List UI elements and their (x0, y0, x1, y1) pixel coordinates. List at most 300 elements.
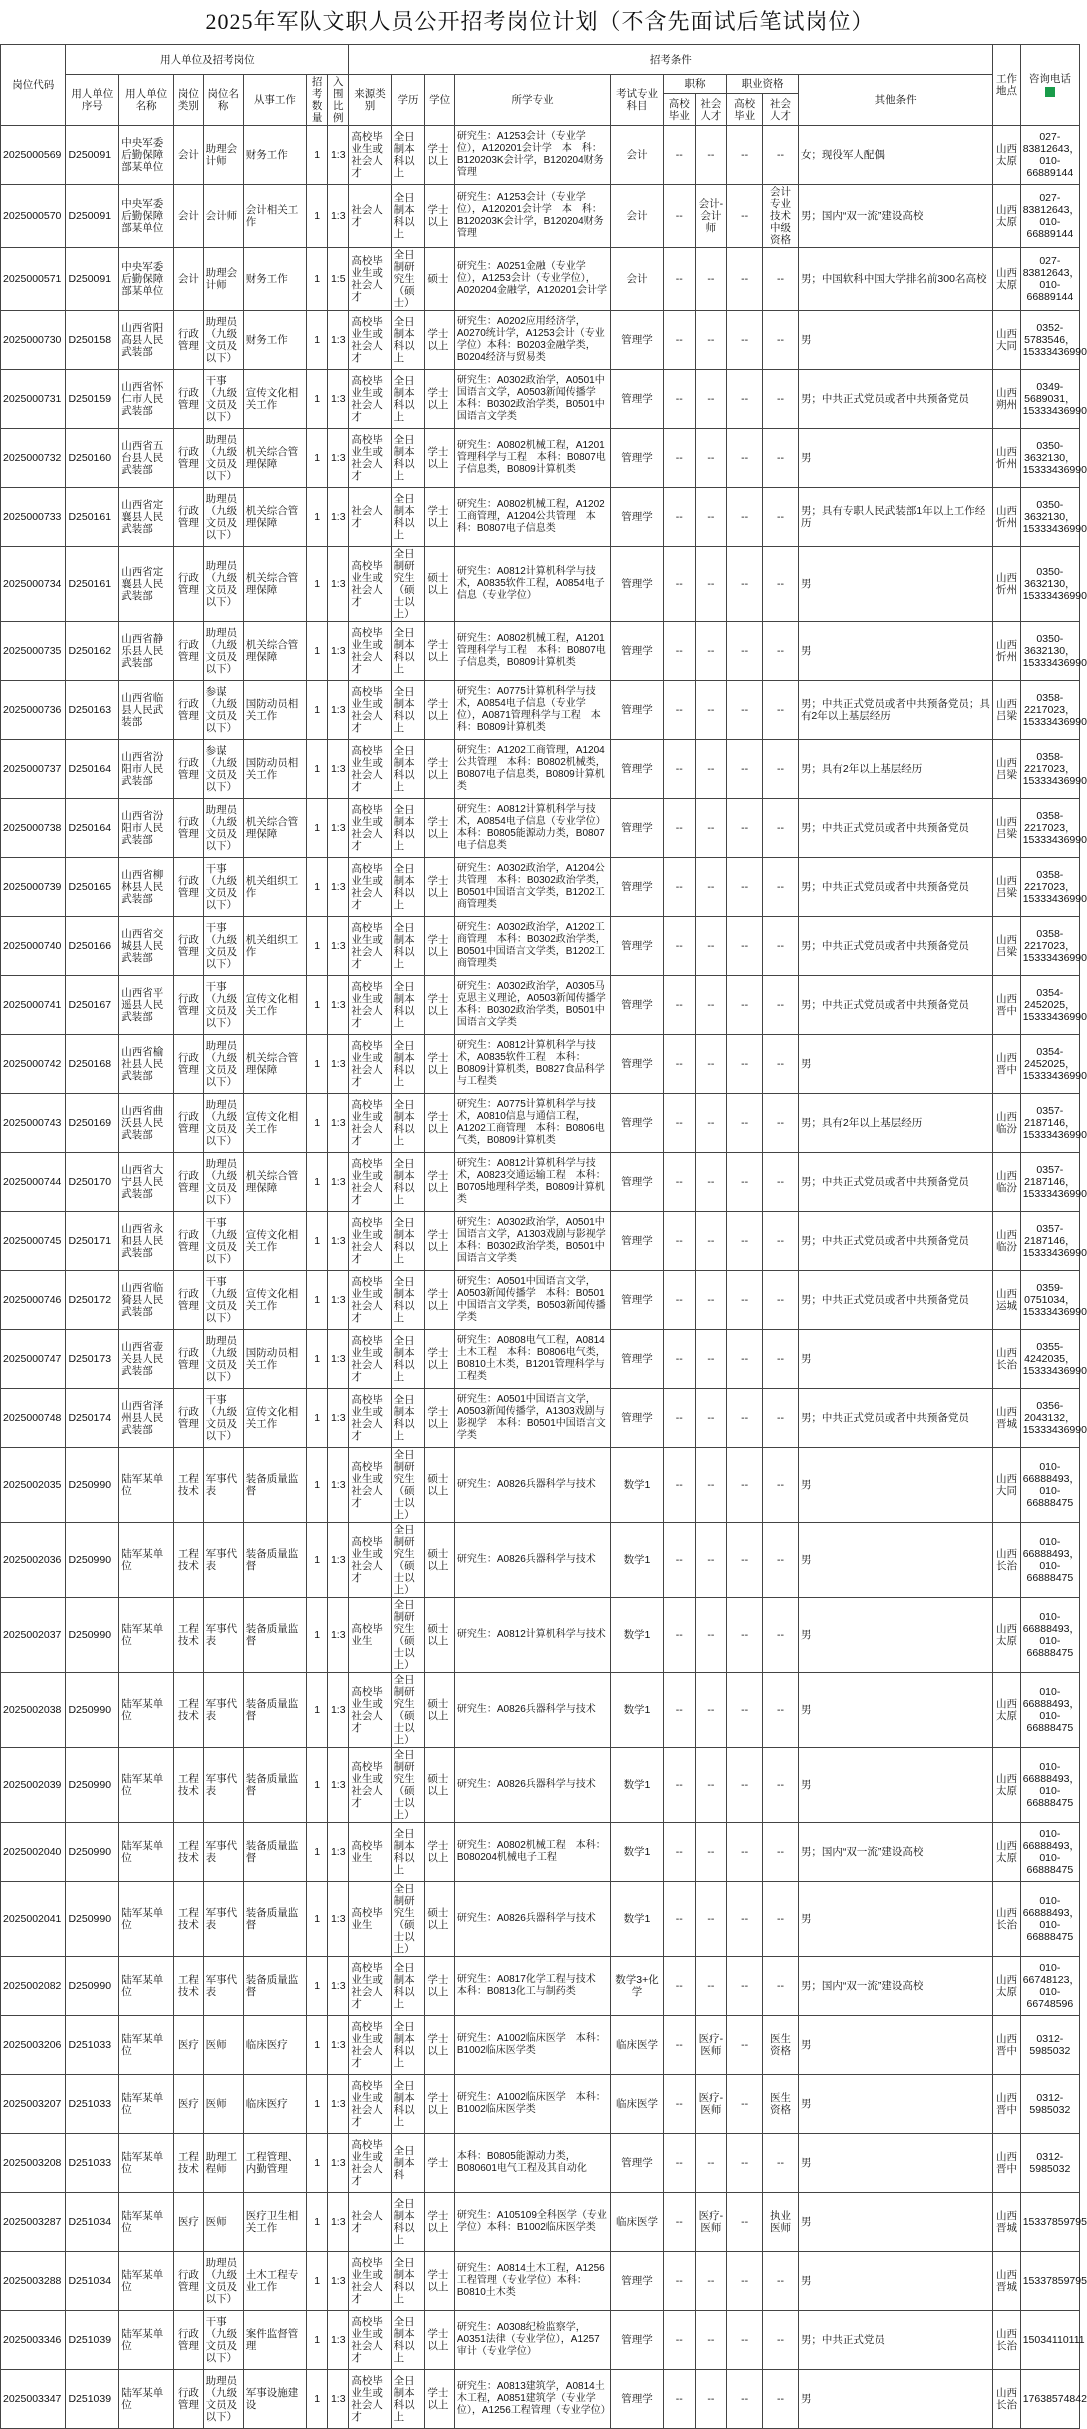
exam-cell: 管理学 (611, 1035, 664, 1094)
source-cell: 高校毕业生或社会人才 (349, 1523, 391, 1598)
unit-seq-cell: D250158 (66, 311, 119, 370)
title-social-cell: 医疗-医师 (695, 2193, 727, 2252)
title-social-cell: -- (695, 1523, 727, 1598)
table-row (1, 1330, 1080, 1389)
exam-cell: 管理学 (611, 1271, 664, 1330)
post-name-cell: 军事代表 (203, 1448, 243, 1523)
header-title-school: 高校毕业 (663, 94, 695, 126)
unit-name-cell: 中央军委后勤保障部某单位 (119, 185, 174, 248)
title-school-cell: -- (663, 1598, 695, 1673)
table-row (1, 126, 1080, 185)
ratio-cell: 1:3 (328, 2134, 349, 2193)
exam-cell: 会计 (611, 126, 664, 185)
count-cell: 1 (307, 1882, 328, 1957)
phone-cell: 0312-5985032 (1020, 2016, 1079, 2075)
title-social-cell: -- (695, 681, 727, 740)
degree-cell: 学士以上 (425, 1035, 455, 1094)
degree-cell: 学士以上 (425, 185, 455, 248)
table-row (1, 1212, 1080, 1271)
exam-cell: 数学1 (611, 1598, 664, 1673)
phone-cell: 0357-2187146，15333436990 (1020, 1153, 1079, 1212)
phone-cell: 0312-5985032 (1020, 2075, 1079, 2134)
post-name-cell: 军事代表 (203, 1882, 243, 1957)
edu-cell: 全日制本科以上 (391, 1271, 425, 1330)
source-cell: 高校毕业生或社会人才 (349, 1212, 391, 1271)
qual-school-cell: -- (727, 1330, 763, 1389)
unit-name-cell: 山西省定襄县人民武装部 (119, 547, 174, 622)
post-name-cell: 助理员（九级文员及以下） (203, 488, 243, 547)
exam-cell: 管理学 (611, 1389, 664, 1448)
ratio-cell: 1:3 (328, 1523, 349, 1598)
post-name-cell: 助理员（九级文员及以下） (203, 311, 243, 370)
post-name-cell: 助理员（九级文员及以下） (203, 1153, 243, 1212)
exam-cell: 管理学 (611, 488, 664, 547)
other-cell: 男；具有2年以上基层经历 (798, 1094, 992, 1153)
qual-school-cell: -- (727, 311, 763, 370)
count-cell: 1 (307, 1389, 328, 1448)
post-type-cell: 工程技术 (174, 1523, 204, 1598)
title-school-cell: -- (663, 370, 695, 429)
unit-seq-cell: D250160 (66, 429, 119, 488)
major-cell: 研究生：A1253会计（专业学位），A120201会计学 本 科：B120203K会计学，B120204财务管理 (454, 126, 610, 185)
ratio-cell: 1:3 (328, 1598, 349, 1673)
edu-cell: 全日制本科以上 (391, 2252, 425, 2311)
degree-cell: 学士以上 (425, 681, 455, 740)
title-school-cell: -- (663, 2311, 695, 2370)
qual-school-cell: -- (727, 2075, 763, 2134)
count-cell: 1 (307, 1823, 328, 1882)
title-social-cell: -- (695, 622, 727, 681)
work-cell: 装备质量监督 (243, 1748, 306, 1823)
source-cell: 高校毕业生或社会人才 (349, 799, 391, 858)
major-cell: 研究生：A1202工商管理，A1204公共管理 本科：B0802机械类，B0807电子信息类，B0809计算机类 (454, 740, 610, 799)
title-school-cell: -- (663, 740, 695, 799)
qual-school-cell: -- (727, 2252, 763, 2311)
work-cell: 国防动员相关工作 (243, 681, 306, 740)
location-cell: 山西长治 (993, 2370, 1020, 2429)
table-row (1, 1523, 1080, 1598)
post-code-cell: 2025002037 (1, 1598, 66, 1673)
header-condition-group: 招考条件 (349, 45, 993, 75)
header-work: 从事工作 (243, 75, 306, 126)
location-cell: 山西太原 (993, 1957, 1020, 2016)
phone-cell: 010-66888493，010-66888475 (1020, 1673, 1079, 1748)
title-school-cell: -- (663, 1448, 695, 1523)
header-location: 工作地点 (993, 45, 1020, 126)
unit-seq-cell: D250990 (66, 1823, 119, 1882)
qual-social-cell: -- (763, 740, 799, 799)
major-cell: 研究生：A0812计算机科学与技术 (454, 1598, 610, 1673)
qual-social-cell: -- (763, 917, 799, 976)
post-code-cell: 2025002038 (1, 1673, 66, 1748)
edu-cell: 全日制本科以上 (391, 1153, 425, 1212)
title-school-cell: -- (663, 248, 695, 311)
qual-school-cell: -- (727, 2193, 763, 2252)
post-name-cell: 干事（九级文员及以下） (203, 1271, 243, 1330)
qual-social-cell: -- (763, 1957, 799, 2016)
location-cell: 山西大同 (993, 311, 1020, 370)
table-row (1, 622, 1080, 681)
title-school-cell: -- (663, 1035, 695, 1094)
phone-cell: 0355-4242035，15333436990 (1020, 1330, 1079, 1389)
table-row (1, 917, 1080, 976)
work-cell: 军事设施建设 (243, 2370, 306, 2429)
post-code-cell: 2025003208 (1, 2134, 66, 2193)
other-cell: 男 (798, 1882, 992, 1957)
ratio-cell: 1:3 (328, 1823, 349, 1882)
qual-social-cell: -- (763, 1598, 799, 1673)
edu-cell: 全日制本科以上 (391, 185, 425, 248)
work-cell: 土木工程专业工作 (243, 2252, 306, 2311)
title-school-cell: -- (663, 799, 695, 858)
unit-seq-cell: D250990 (66, 1598, 119, 1673)
other-cell: 男 (798, 311, 992, 370)
qual-school-cell: -- (727, 429, 763, 488)
post-name-cell: 干事（九级文员及以下） (203, 1389, 243, 1448)
unit-name-cell: 陆军某单位 (119, 1957, 174, 2016)
qual-school-cell: -- (727, 740, 763, 799)
edu-cell: 全日制本科以上 (391, 917, 425, 976)
degree-cell: 学士以上 (425, 2311, 455, 2370)
major-cell: 研究生：A0812计算机科学与技术，A0823交通运输工程 本科：B0705地理科学类，B0809计算机类 (454, 1153, 610, 1212)
table-row (1, 1094, 1080, 1153)
major-cell: 研究生：A0802机械工程 本科：B080204机械电子工程 (454, 1823, 610, 1882)
title-social-cell: -- (695, 1094, 727, 1153)
post-code-cell: 2025003346 (1, 2311, 66, 2370)
count-cell: 1 (307, 429, 328, 488)
work-cell: 机关综合管理保障 (243, 429, 306, 488)
phone-cell: 0312-5985032 (1020, 2134, 1079, 2193)
exam-cell: 管理学 (611, 1212, 664, 1271)
post-code-cell: 2025000571 (1, 248, 66, 311)
other-cell: 男 (798, 1673, 992, 1748)
post-code-cell: 2025002041 (1, 1882, 66, 1957)
degree-cell: 学士以上 (425, 2016, 455, 2075)
unit-name-cell: 陆军某单位 (119, 1823, 174, 1882)
major-cell: 研究生：A0501中国语言文学，A0503新闻传播学 本科：B0501中国语言文学类，B0503新闻传播学类 (454, 1271, 610, 1330)
source-cell: 高校毕业生 (349, 1823, 391, 1882)
count-cell: 1 (307, 1598, 328, 1673)
table-row (1, 1035, 1080, 1094)
unit-name-cell: 陆军某单位 (119, 1882, 174, 1957)
source-cell: 高校毕业生或社会人才 (349, 740, 391, 799)
other-cell: 男；中共正式党员或者中共预备党员 (798, 1389, 992, 1448)
qual-social-cell: -- (763, 1448, 799, 1523)
ratio-cell: 1:3 (328, 1330, 349, 1389)
table-row (1, 2075, 1080, 2134)
unit-seq-cell: D250161 (66, 488, 119, 547)
location-cell: 山西晋城 (993, 1389, 1020, 1448)
title-social-cell: 会计-会计师 (695, 185, 727, 248)
post-code-cell: 2025000737 (1, 740, 66, 799)
edu-cell: 全日制本科以上 (391, 488, 425, 547)
exam-cell: 管理学 (611, 1094, 664, 1153)
phone-cell: 027-83812643，010-66889144 (1020, 126, 1079, 185)
count-cell: 1 (307, 488, 328, 547)
qual-social-cell: -- (763, 126, 799, 185)
exam-cell: 管理学 (611, 681, 664, 740)
post-code-cell: 2025003288 (1, 2252, 66, 2311)
source-cell: 高校毕业生或社会人才 (349, 1673, 391, 1748)
table-row (1, 1823, 1080, 1882)
unit-name-cell: 陆军某单位 (119, 2075, 174, 2134)
post-type-cell: 行政管理 (174, 488, 204, 547)
post-type-cell: 工程技术 (174, 1748, 204, 1823)
unit-name-cell: 山西省怀仁市人民武装部 (119, 370, 174, 429)
header-unit-name: 用人单位名称 (119, 75, 174, 126)
location-cell: 山西晋中 (993, 2075, 1020, 2134)
title-social-cell: -- (695, 488, 727, 547)
source-cell: 高校毕业生或社会人才 (349, 1330, 391, 1389)
post-type-cell: 工程技术 (174, 1598, 204, 1673)
other-cell: 男 (798, 1035, 992, 1094)
other-cell: 男 (798, 622, 992, 681)
exam-cell: 管理学 (611, 311, 664, 370)
edu-cell: 全日制本科以上 (391, 2370, 425, 2429)
exam-cell: 管理学 (611, 622, 664, 681)
unit-name-cell: 陆军某单位 (119, 2193, 174, 2252)
post-type-cell: 行政管理 (174, 1271, 204, 1330)
unit-name-cell: 山西省五台县人民武装部 (119, 429, 174, 488)
unit-seq-cell: D250171 (66, 1212, 119, 1271)
unit-seq-cell: D250990 (66, 1673, 119, 1748)
location-cell: 山西太原 (993, 126, 1020, 185)
degree-cell: 学士以上 (425, 1153, 455, 1212)
unit-seq-cell: D250091 (66, 185, 119, 248)
table-row (1, 1153, 1080, 1212)
ratio-cell: 1:3 (328, 681, 349, 740)
count-cell: 1 (307, 1673, 328, 1748)
post-code-cell: 2025000734 (1, 547, 66, 622)
edu-cell: 全日制本科以上 (391, 311, 425, 370)
title-social-cell: -- (695, 1823, 727, 1882)
exam-cell: 管理学 (611, 917, 664, 976)
post-name-cell: 干事（九级文员及以下） (203, 917, 243, 976)
unit-name-cell: 陆军某单位 (119, 1748, 174, 1823)
post-code-cell: 2025000739 (1, 858, 66, 917)
title-social-cell: -- (695, 1882, 727, 1957)
title-school-cell: -- (663, 1271, 695, 1330)
title-social-cell: -- (695, 370, 727, 429)
post-code-cell: 2025000743 (1, 1094, 66, 1153)
major-cell: 研究生：A0817化学工程与技术 本科：B0813化工与制药类 (454, 1957, 610, 2016)
unit-name-cell: 中央军委后勤保障部某单位 (119, 126, 174, 185)
phone-cell: 010-66888493，010-66888475 (1020, 1598, 1079, 1673)
post-type-cell: 医疗 (174, 2016, 204, 2075)
post-type-cell: 行政管理 (174, 1212, 204, 1271)
title-social-cell: -- (695, 547, 727, 622)
exam-cell: 数学1 (611, 1673, 664, 1748)
work-cell: 宣传文化相关工作 (243, 1389, 306, 1448)
post-name-cell: 军事代表 (203, 1523, 243, 1598)
post-code-cell: 2025000570 (1, 185, 66, 248)
count-cell: 1 (307, 917, 328, 976)
post-code-cell: 2025002040 (1, 1823, 66, 1882)
exam-cell: 管理学 (611, 429, 664, 488)
major-cell: 研究生：A0302政治学，A0501中国语言文学，A0503新闻传播学 本科：B0302政治学类，B0501中国语言文学类 (454, 370, 610, 429)
title-school-cell: -- (663, 185, 695, 248)
work-cell: 装备质量监督 (243, 1823, 306, 1882)
edu-cell: 全日制本科以上 (391, 799, 425, 858)
unit-seq-cell: D250091 (66, 126, 119, 185)
unit-seq-cell: D250167 (66, 976, 119, 1035)
table-row (1, 311, 1080, 370)
work-cell: 宣传文化相关工作 (243, 976, 306, 1035)
count-cell: 1 (307, 547, 328, 622)
location-cell: 山西吕梁 (993, 799, 1020, 858)
header-source: 来源类别 (349, 75, 391, 126)
post-code-cell: 2025000735 (1, 622, 66, 681)
header-title-group: 职称 (663, 75, 726, 94)
work-cell: 机关综合管理保障 (243, 1153, 306, 1212)
other-cell: 男 (798, 2252, 992, 2311)
other-cell: 男；中共正式党员或者中共预备党员 (798, 1153, 992, 1212)
exam-cell: 数学1 (611, 1882, 664, 1957)
unit-seq-cell: D250164 (66, 799, 119, 858)
post-type-cell: 行政管理 (174, 1153, 204, 1212)
degree-cell: 学士以上 (425, 311, 455, 370)
degree-cell: 学士以上 (425, 622, 455, 681)
title-social-cell: -- (695, 1035, 727, 1094)
count-cell: 1 (307, 2370, 328, 2429)
table-row (1, 2370, 1080, 2429)
filter-icon[interactable] (1045, 87, 1055, 97)
title-school-cell: -- (663, 547, 695, 622)
edu-cell: 全日制研究生（硕士以上） (391, 1882, 425, 1957)
post-table (0, 44, 1087, 2429)
work-cell: 机关综合管理保障 (243, 547, 306, 622)
post-name-cell: 会计师 (203, 185, 243, 248)
other-cell: 男；国内“双一流”建设高校 (798, 1823, 992, 1882)
table-row (1, 681, 1080, 740)
source-cell: 高校毕业生或社会人才 (349, 248, 391, 311)
unit-name-cell: 山西省柳林县人民武装部 (119, 858, 174, 917)
phone-cell: 0358-2217023，15333436990 (1020, 740, 1079, 799)
post-type-cell: 行政管理 (174, 370, 204, 429)
other-cell: 男 (798, 2193, 992, 2252)
degree-cell: 学士以上 (425, 1330, 455, 1389)
qual-school-cell: -- (727, 185, 763, 248)
source-cell: 高校毕业生或社会人才 (349, 2252, 391, 2311)
major-cell: 研究生：A0251金融（专业学位），A1253会计（专业学位），A020204金融学，A120201会计学 (454, 248, 610, 311)
title-social-cell: -- (695, 1598, 727, 1673)
exam-cell: 管理学 (611, 1153, 664, 1212)
work-cell: 装备质量监督 (243, 1598, 306, 1673)
qual-school-cell: -- (727, 622, 763, 681)
edu-cell: 全日制本科以上 (391, 1330, 425, 1389)
phone-cell: 010-66888493，010-66888475 (1020, 1823, 1079, 1882)
count-cell: 1 (307, 185, 328, 248)
location-cell: 山西忻州 (993, 429, 1020, 488)
degree-cell: 学士以上 (425, 2075, 455, 2134)
qual-social-cell: -- (763, 2252, 799, 2311)
qual-social-cell: -- (763, 1882, 799, 1957)
title-social-cell: -- (695, 311, 727, 370)
ratio-cell: 1:3 (328, 2193, 349, 2252)
exam-cell: 会计 (611, 185, 664, 248)
title-school-cell: -- (663, 126, 695, 185)
title-social-cell: -- (695, 2134, 727, 2193)
major-cell: 研究生：A0302政治学，A1204公共管理 本科：B0302政治学类，B0501中国语言文学类，B1202工商管理类 (454, 858, 610, 917)
location-cell: 山西朔州 (993, 370, 1020, 429)
other-cell: 男；中共正式党员或者中共预备党员 (798, 370, 992, 429)
edu-cell: 全日制本科以上 (391, 681, 425, 740)
degree-cell: 学士以上 (425, 370, 455, 429)
major-cell: 研究生：A0802机械工程，A1201管理科学与工程 本科：B0807电子信息类，B0809计算机类 (454, 429, 610, 488)
title-social-cell: -- (695, 1957, 727, 2016)
table-row (1, 2311, 1080, 2370)
ratio-cell: 1:3 (328, 1882, 349, 1957)
ratio-cell: 1:3 (328, 311, 349, 370)
degree-cell: 学士以上 (425, 126, 455, 185)
other-cell: 男；中共正式党员或者中共预备党员 (798, 858, 992, 917)
unit-seq-cell: D250168 (66, 1035, 119, 1094)
degree-cell: 学士以上 (425, 799, 455, 858)
source-cell: 高校毕业生或社会人才 (349, 2370, 391, 2429)
source-cell: 高校毕业生或社会人才 (349, 917, 391, 976)
major-cell: 研究生：A0826兵器科学与技术 (454, 1882, 610, 1957)
title-school-cell: -- (663, 1823, 695, 1882)
post-name-cell: 军事代表 (203, 1823, 243, 1882)
location-cell: 山西临汾 (993, 1212, 1020, 1271)
edu-cell: 全日制研究生（硕士以上） (391, 1673, 425, 1748)
source-cell: 高校毕业生或社会人才 (349, 429, 391, 488)
unit-seq-cell: D250169 (66, 1094, 119, 1153)
work-cell: 装备质量监督 (243, 1448, 306, 1523)
edu-cell: 全日制本科以上 (391, 858, 425, 917)
post-name-cell: 助理员（九级文员及以下） (203, 1094, 243, 1153)
post-type-cell: 行政管理 (174, 547, 204, 622)
major-cell: 研究生：A0812计算机科学与技术，A0835软件工程，A0854电子信息（专业学位） (454, 547, 610, 622)
post-code-cell: 2025002035 (1, 1448, 66, 1523)
header-title-social: 社会人才 (695, 94, 727, 126)
ratio-cell: 1:3 (328, 1035, 349, 1094)
exam-cell: 数学3+化学 (611, 1957, 664, 2016)
title-school-cell: -- (663, 1153, 695, 1212)
count-cell: 1 (307, 1212, 328, 1271)
work-cell: 宣传文化相关工作 (243, 1212, 306, 1271)
degree-cell: 学士以上 (425, 976, 455, 1035)
count-cell: 1 (307, 1523, 328, 1598)
unit-seq-cell: D251039 (66, 2311, 119, 2370)
degree-cell: 学士 (425, 2134, 455, 2193)
unit-seq-cell: D250990 (66, 1748, 119, 1823)
post-name-cell: 助理员（九级文员及以下） (203, 2252, 243, 2311)
location-cell: 山西太原 (993, 185, 1020, 248)
exam-cell: 数学1 (611, 1448, 664, 1523)
work-cell: 会计相关工作 (243, 185, 306, 248)
exam-cell: 数学1 (611, 1748, 664, 1823)
unit-seq-cell: D250174 (66, 1389, 119, 1448)
title-social-cell: -- (695, 2252, 727, 2311)
post-type-cell: 行政管理 (174, 858, 204, 917)
degree-cell: 学士以上 (425, 1271, 455, 1330)
post-name-cell: 助理员（九级文员及以下） (203, 1035, 243, 1094)
qual-social-cell: -- (763, 370, 799, 429)
title-school-cell: -- (663, 2193, 695, 2252)
post-type-cell: 会计 (174, 248, 204, 311)
source-cell: 社会人才 (349, 185, 391, 248)
ratio-cell: 1:3 (328, 622, 349, 681)
title-social-cell: -- (695, 1153, 727, 1212)
unit-name-cell: 山西省平遥县人民武装部 (119, 976, 174, 1035)
count-cell: 1 (307, 2075, 328, 2134)
header-qual-social: 社会人才 (763, 94, 799, 126)
ratio-cell: 1:3 (328, 126, 349, 185)
post-code-cell: 2025000731 (1, 370, 66, 429)
location-cell: 山西晋城 (993, 2252, 1020, 2311)
unit-name-cell: 陆军某单位 (119, 1673, 174, 1748)
